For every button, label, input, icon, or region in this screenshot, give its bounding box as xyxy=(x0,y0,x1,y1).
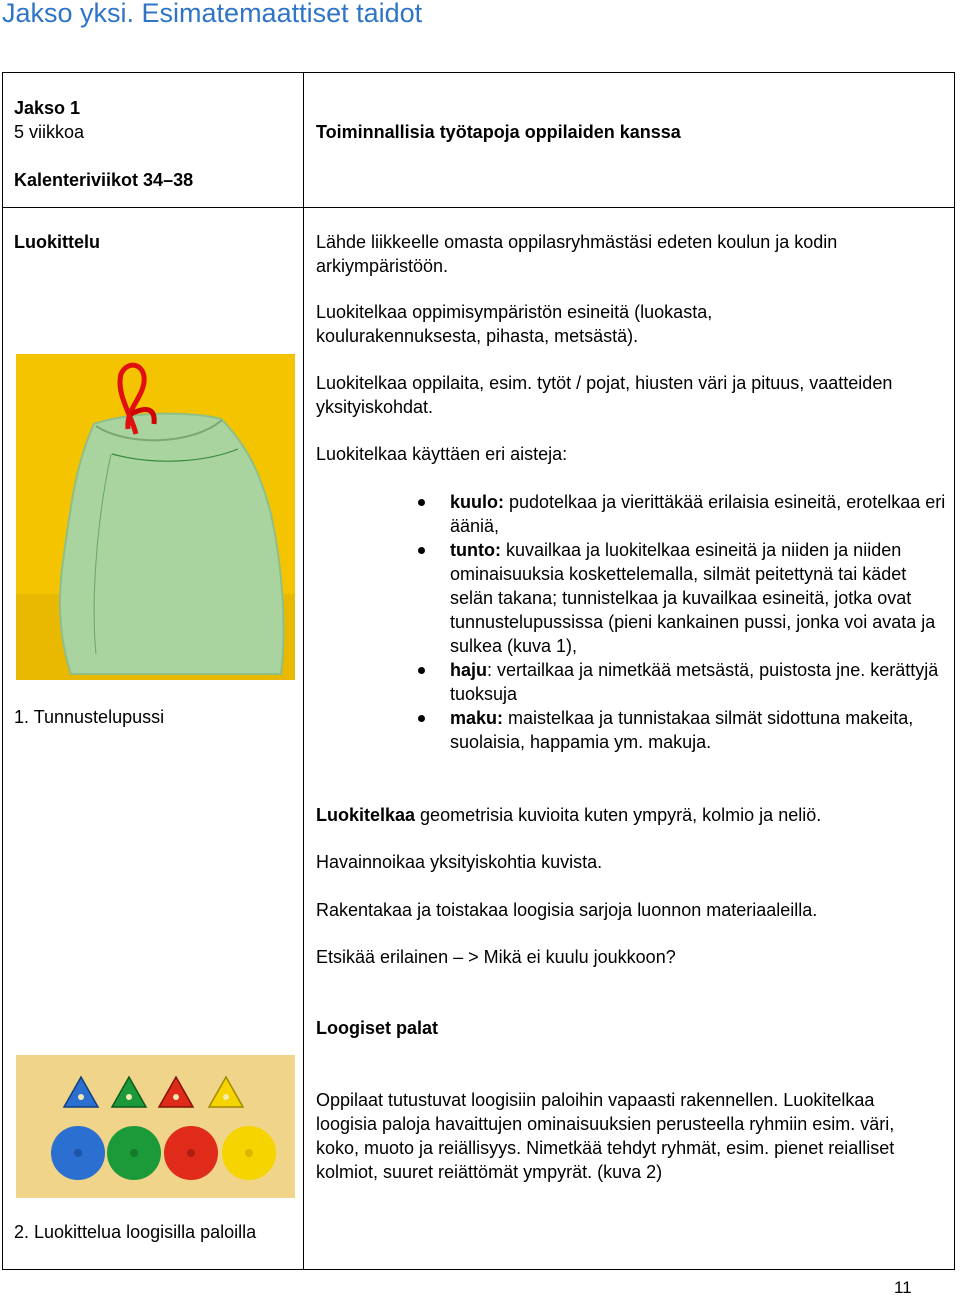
feel-bag-photo xyxy=(16,354,295,680)
senses-list xyxy=(416,490,950,754)
photo-caption-1: 1. Tunnustelupussi xyxy=(14,707,165,727)
pupils-paragraph: Luokitelkaa oppilaita, esim. tytöt / pojat, hiusten väri ja pituus, vaatteiden yksityiskohdat. xyxy=(316,373,893,417)
page-number: 11 xyxy=(894,1278,912,1297)
logic-blocks-photo xyxy=(16,1055,295,1198)
photo-caption-2: 2. Luokittelua loogisilla paloilla xyxy=(14,1222,257,1242)
geometry-paragraph: Luokitelkaa geometrisia kuvioita kuten ympyrä, kolmio ja neliö. xyxy=(316,805,822,825)
logic-blocks-illustration xyxy=(16,1055,295,1198)
feel-bag-illustration xyxy=(16,354,295,680)
list-item: kuulo: pudotelkaa ja vierittäkää erilaisia esineitä, erotelkaa eri ääniä, xyxy=(416,490,950,538)
environment-paragraph: Luokitelkaa oppimisympäristön esineitä (luokasta, koulurakennuksesta, pihasta, metsästä). xyxy=(316,302,713,346)
period-weeks: 5 viikkoa xyxy=(14,122,85,142)
logic-blocks-paragraph: Oppilaat tutustuvat loogisiin paloihin vapaasti rakennellen. Luokitelkaa loogisia paloja havaittujen ominaisuuksien perusteella ryhmiin esim. väri, koko, muoto ja reiällisyys. Nimetkää tehdyt ryhmät, esim. pienet reialliset kolmiot, suuret reiättömät ympyrät. (kuva 2) xyxy=(316,1090,895,1182)
section-heading: Toiminnallisia työtapoja oppilaiden kanssa xyxy=(316,122,681,142)
logic-blocks-heading: Loogiset palat xyxy=(316,1018,439,1038)
column-divider xyxy=(303,72,304,1270)
list-item: maku: maistelkaa ja tunnistakaa silmät sidottuna makeita, suolaisia, happamia ym. makuja. xyxy=(416,706,950,754)
senses-paragraph: Luokitelkaa käyttäen eri aisteja: xyxy=(316,444,568,464)
list-item: haju: vertailkaa ja nimetkää metsästä, puistosta jne. kerättyjä tuoksuja xyxy=(416,658,950,706)
odd-one-out-paragraph: Etsikää erilainen – > Mikä ei kuulu joukkoon? xyxy=(316,947,676,967)
details-paragraph: Havainnoikaa yksityiskohtia kuvista. xyxy=(316,852,603,872)
intro-paragraph: Lähde liikkeelle omasta oppilasryhmästäsi edeten koulun ja kodin arkiympäristöön. xyxy=(316,232,838,276)
calendar-weeks: Kalenteriviikot 34–38 xyxy=(14,170,194,190)
classification-label: Luokittelu xyxy=(14,232,100,252)
list-item: tunto: kuvailkaa ja luokitelkaa esineitä ja niiden ja niiden ominaisuuksia koskettelemalla, silmät peitettynä tai kädet selän takana; tunnistelkaa ja kuvailkaa esineitä, jotka ovat tunnustelupussissa (pieni kankainen pussi, jonka voi avata ja sulkea (kuva 1), xyxy=(416,538,950,658)
row-divider xyxy=(2,207,955,208)
page-title: Jakso yksi. Esimatemaattiset taidot xyxy=(2,0,423,28)
period-name: Jakso 1 xyxy=(14,98,81,118)
series-paragraph: Rakentakaa ja toistakaa loogisia sarjoja luonnon materiaaleilla. xyxy=(316,900,818,920)
